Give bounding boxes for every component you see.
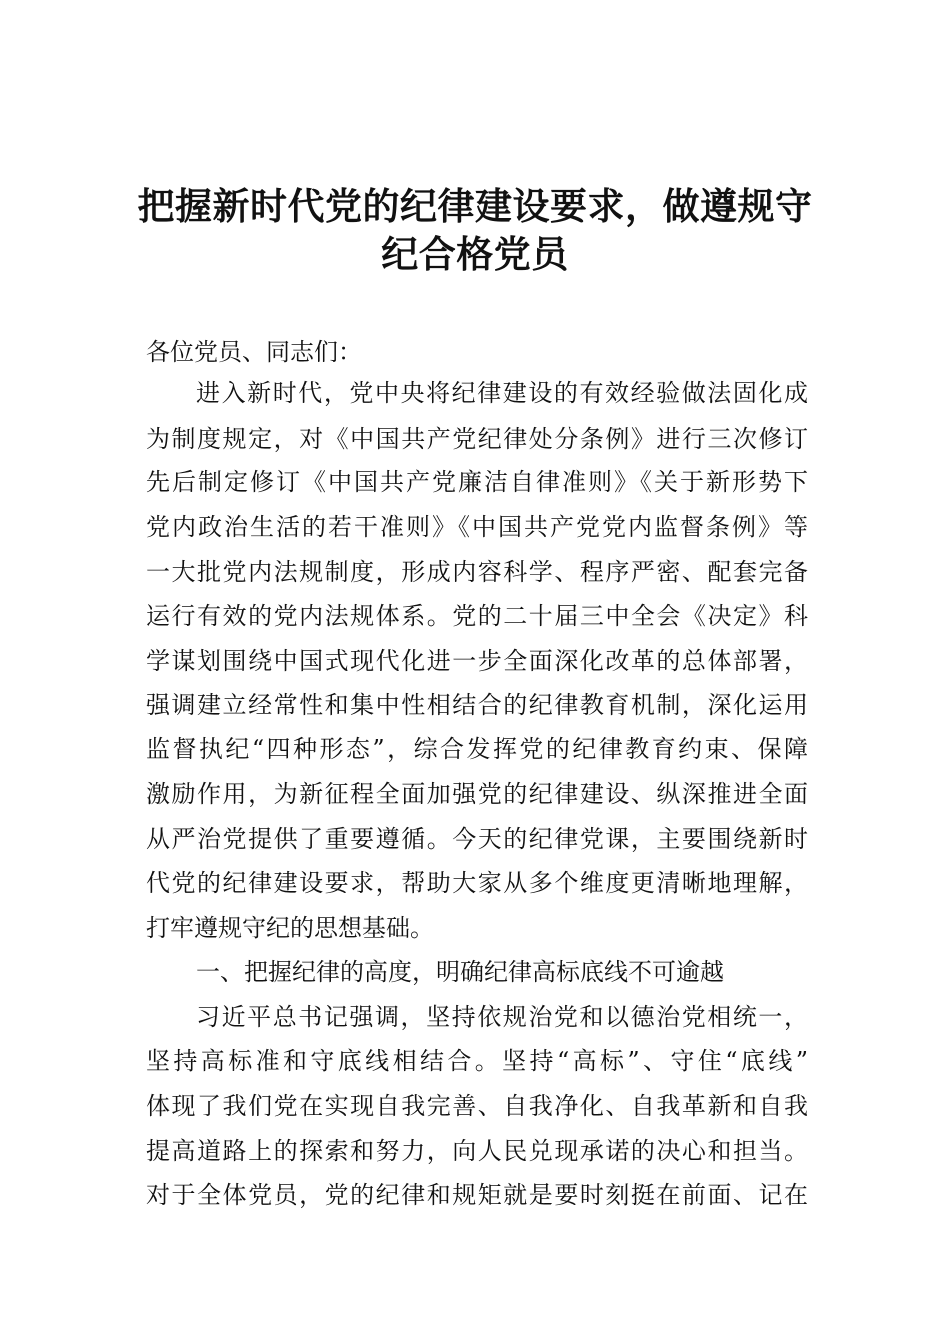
paragraph-2-line: 坚持高标准和守底线相结合。坚持“高标”、守住“底线” bbox=[146, 1047, 808, 1075]
paragraph-1-line: 运行有效的党内法规体系。党的二十届三中全会《决定》科 bbox=[146, 602, 808, 630]
section-1-heading: 一、把握纪律的高度，明确纪律高标底线不可逾越 bbox=[196, 958, 724, 986]
paragraph-2-line: 提高道路上的探索和努力，向人民兑现承诺的决心和担当。 bbox=[146, 1137, 808, 1165]
paragraph-1-line: 党内政治生活的若干准则》《中国共产党党内监督条例》等 bbox=[146, 513, 808, 541]
paragraph-1-line: 激励作用，为新征程全面加强党的纪律建设、纵深推进全面 bbox=[146, 780, 808, 808]
paragraph-1-line: 从严治党提供了重要遵循。今天的纪律党课，主要围绕新时 bbox=[146, 825, 808, 853]
paragraph-1-line: 为制度规定，对《中国共产党纪律处分条例》进行三次修订 bbox=[146, 425, 808, 453]
salutation: 各位党员、同志们： bbox=[146, 338, 362, 366]
paragraph-2-line: 体现了我们党在实现自我完善、自我净化、自我革新和自我 bbox=[146, 1092, 808, 1120]
paragraph-1-line: 学谋划围绕中国式现代化进一步全面深化改革的总体部署， bbox=[146, 647, 808, 675]
paragraph-1-line: 先后制定修订《中国共产党廉洁自律准则》《关于新形势下 bbox=[146, 468, 808, 496]
paragraph-1-line: 进入新时代，党中央将纪律建设的有效经验做法固化成 bbox=[196, 379, 808, 407]
paragraph-1-line: 强调建立经常性和集中性相结合的纪律教育机制，深化运用 bbox=[146, 691, 808, 719]
paragraph-2-line: 习近平总书记强调，坚持依规治党和以德治党相统一， bbox=[196, 1003, 808, 1031]
document-title-line-2: 纪合格党员 bbox=[381, 232, 569, 276]
paragraph-1-line: 一大批党内法规制度，形成内容科学、程序严密、配套完备 bbox=[146, 558, 808, 586]
paragraph-1-line: 监督执纪“四种形态”，综合发挥党的纪律教育约束、保障 bbox=[146, 735, 808, 763]
paragraph-1-line: 打牢遵规守纪的思想基础。 bbox=[146, 914, 434, 942]
document-title-line-1: 把握新时代党的纪律建设要求，做遵规守 bbox=[137, 184, 813, 228]
paragraph-2-line: 对于全体党员，党的纪律和规矩就是要时刻挺在前面、记在 bbox=[146, 1181, 808, 1209]
paragraph-1-line: 代党的纪律建设要求，帮助大家从多个维度更清晰地理解， bbox=[146, 869, 808, 897]
